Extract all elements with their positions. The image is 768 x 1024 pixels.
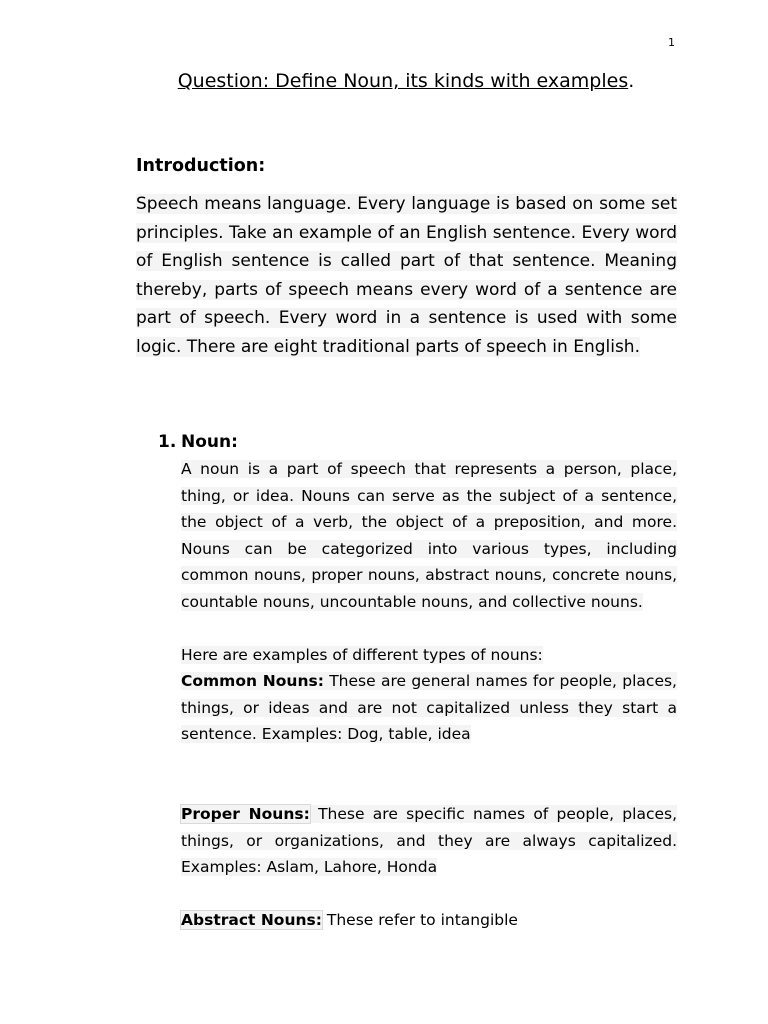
introduction-text: Speech means language. Every language is based on some set principles. Take an example of an English sentence. Every word of English sentence is called part of that sentence. Meaning thereby, parts of speech means every word of a sentence are part of speech. Every word in a sentence is used with some logic. There are eight traditional parts of speech in English. <box>136 194 677 357</box>
proper-nouns-label: Proper Nouns: <box>181 805 310 823</box>
abstract-nouns-paragraph <box>181 907 677 934</box>
introduction-heading: Introduction: <box>136 156 266 176</box>
examples-intro-text: Here are examples of different types of nouns: <box>181 646 543 664</box>
noun-definition-text: A noun is a part of speech that represents a person, place, thing, or idea. Nouns can serve as the subject of a sentence, the object of a verb, the object of a preposition, and more. Nouns can be categorized into various types, including common nouns, proper nouns, abstract nouns, concrete nouns, countable nouns, uncountable nouns, and collective nouns. <box>181 460 677 611</box>
proper-nouns-paragraph <box>181 801 677 881</box>
examples-intro <box>181 642 677 669</box>
abstract-nouns-text: These refer to intangible <box>321 911 518 929</box>
document-title-period: . <box>628 70 635 92</box>
page-number: 1 <box>668 36 675 49</box>
common-nouns-text: These are general names for people, places, things, or ideas and are not capitalized unless they start a sentence. Examples: Dog, table, idea <box>181 672 677 743</box>
proper-nouns-text: These are specific names of people, places, things, or organizations, and they are always capitalized. Examples: Aslam, Lahore, Honda <box>181 805 677 876</box>
document-title <box>136 70 676 93</box>
list-marker: 1. <box>158 432 177 452</box>
document-title-text: Question: Define Noun, its kinds with examples <box>177 70 629 92</box>
noun-section-title: Noun: <box>181 432 238 452</box>
common-nouns-label: Common Nouns: <box>181 672 324 690</box>
abstract-nouns-label: Abstract Nouns: <box>181 911 322 929</box>
introduction-paragraph <box>136 190 677 361</box>
common-nouns-paragraph <box>181 668 677 748</box>
noun-definition <box>181 456 677 615</box>
